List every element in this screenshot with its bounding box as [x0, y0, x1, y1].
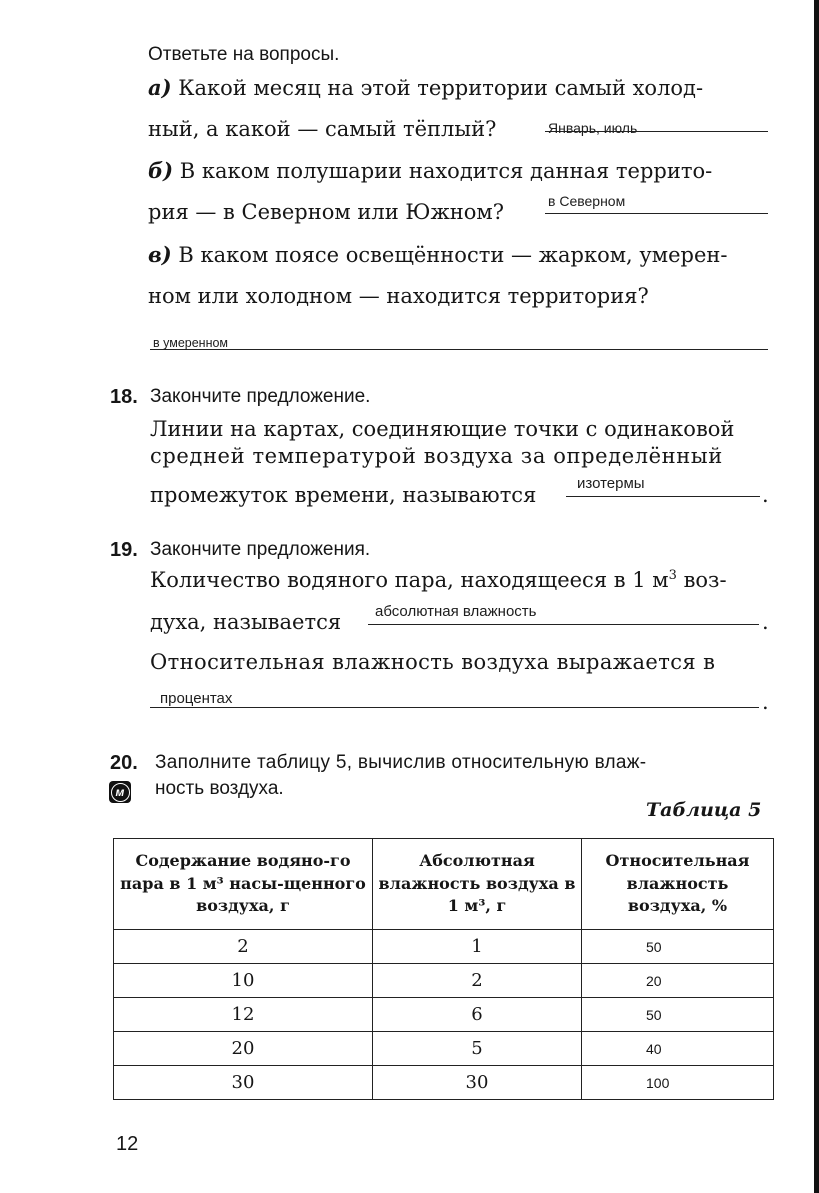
answer-line-b: [545, 213, 768, 214]
cell-absolute: 6: [373, 998, 582, 1032]
task19-line1: [150, 569, 727, 591]
table-row: [114, 964, 774, 998]
question-b-label: б): [148, 158, 174, 183]
header-saturated-text: Содержание водяно-го пара в 1 м³ насы-щенного воздуха, г: [120, 851, 366, 916]
task19-title: Закончите предложения.: [150, 539, 371, 560]
table-row: [114, 1066, 774, 1100]
question-c-line1: [148, 244, 728, 266]
question-a-line1: [148, 77, 768, 99]
header-relative: [582, 839, 774, 930]
question-b-text1: В каком полушарии находится данная террито-: [179, 159, 713, 183]
humidity-table: [113, 838, 774, 1100]
question-b-line2: рия — в Северном или Южном?: [148, 200, 504, 224]
question-c-text1: В каком поясе освещённости — жарком, умерен-: [178, 243, 728, 267]
cell-relative: 40: [582, 1032, 774, 1066]
cell-relative: 20: [582, 964, 774, 998]
method-icon-letter: м: [111, 783, 130, 802]
cell-saturated: 2: [114, 930, 373, 964]
method-icon: [109, 781, 131, 803]
task18-number: 18.: [110, 386, 138, 408]
cell-absolute: 30: [373, 1066, 582, 1100]
answer-line-18: [566, 496, 760, 497]
question-c-line2: ном или холодном — находится территория?: [148, 284, 649, 308]
answer-19b: процентах: [160, 690, 233, 707]
cell-relative: 100: [582, 1066, 774, 1100]
task19-line1-end: воз-: [683, 568, 727, 592]
answer-b: в Северном: [548, 193, 626, 209]
header-absolute: [373, 839, 582, 930]
page-number: 12: [116, 1133, 139, 1155]
question-a-text1: Какой месяц на этой территории самый холод-: [178, 76, 704, 100]
answer-19a: абсолютная влажность: [375, 603, 537, 620]
cell-saturated: 20: [114, 1032, 373, 1066]
table-row: [114, 998, 774, 1032]
cell-absolute: 5: [373, 1032, 582, 1066]
task18-line2: средней температурой воздуха за определённый: [150, 444, 723, 468]
table-row: [114, 930, 774, 964]
answer-c: в умеренном: [153, 336, 229, 350]
cell-saturated: 30: [114, 1066, 373, 1100]
cell-absolute: 2: [373, 964, 582, 998]
cell-relative: 50: [582, 998, 774, 1032]
table-caption: Таблица 5: [646, 799, 762, 821]
answer-line-19a: [368, 624, 759, 625]
task19-end1: .: [762, 610, 769, 634]
task19-line1-text: Количество водяного пара, находящееся в 1 м: [150, 568, 669, 592]
task18-end: .: [762, 483, 769, 507]
task18-line1: Линии на картах, соединяющие точки с одинаковой: [150, 417, 735, 441]
page-edge: [814, 0, 819, 1193]
question-c-label: в): [148, 242, 172, 267]
cell-saturated: 10: [114, 964, 373, 998]
answer-line-19b: [150, 707, 759, 708]
question-a-label: а): [148, 75, 172, 100]
header-relative-text: Относительная влажность воздуха, %: [605, 851, 750, 916]
task19-end2: .: [762, 690, 769, 714]
cell-saturated: 12: [114, 998, 373, 1032]
task20-title-line2: ность воздуха.: [155, 778, 284, 799]
task18-title: Закончите предложение.: [150, 386, 371, 407]
table-row: [114, 1032, 774, 1066]
task19-line2: духа, называется: [150, 610, 342, 634]
intro-heading: Ответьте на вопросы.: [148, 44, 340, 65]
task20-title-line1: Заполните таблицу 5, вычислив относительную влаж-: [155, 752, 647, 773]
task19-number: 19.: [110, 539, 138, 561]
header-saturated: [114, 839, 373, 930]
cell-relative: 50: [582, 930, 774, 964]
task20-number: 20.: [110, 752, 138, 774]
answer-18: изотермы: [577, 475, 645, 492]
answer-line-c: [150, 349, 768, 350]
cell-absolute: 1: [373, 930, 582, 964]
task18-line3: промежуток времени, называются: [150, 483, 537, 507]
answer-a: Январь, июль: [548, 120, 638, 136]
superscript-3: 3: [668, 568, 677, 583]
question-a-line2: ный, а какой — самый тёплый?: [148, 117, 497, 141]
header-absolute-text: Абсолютная влажность воздуха в 1 м³, г: [378, 851, 576, 916]
task19-line3: Относительная влажность воздуха выражается в: [150, 650, 716, 674]
table-header-row: [114, 839, 774, 930]
question-b-line1: [148, 160, 712, 182]
